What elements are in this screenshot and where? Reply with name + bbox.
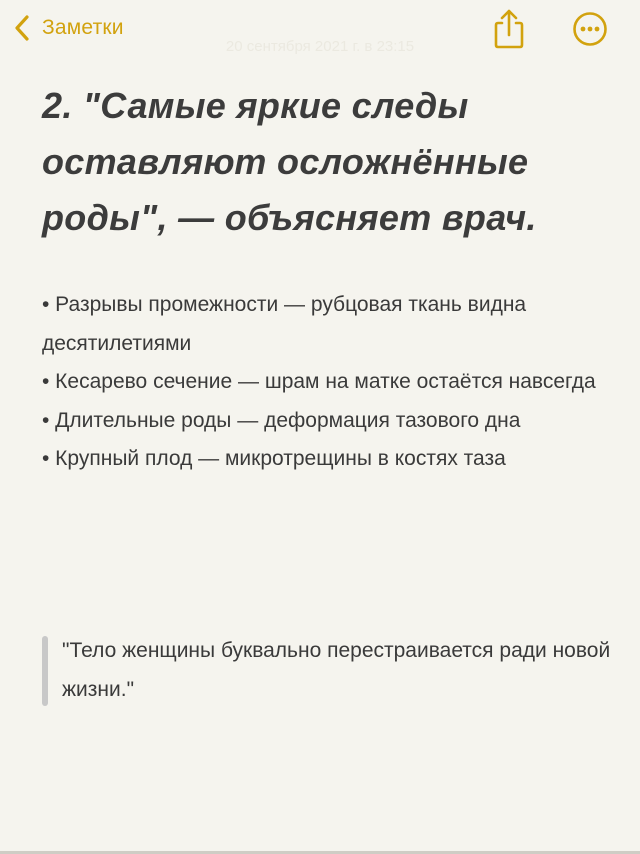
quote-text: "Тело женщины буквально перестраивается ради новой жизни." (62, 639, 611, 701)
edited-timestamp: 20 сентября 2021 г. в 23:15 (225, 38, 415, 55)
list-item: • Длительные роды — деформация тазового дна (42, 408, 521, 432)
share-button[interactable] (490, 8, 528, 50)
quote-bar (42, 636, 48, 706)
ellipsis-circle-icon (572, 11, 608, 47)
list-item: • Крупный плод — микротрещины в костях таза (42, 447, 506, 470)
back-button-label: Заметки (42, 16, 124, 39)
navigation-bar (0, 0, 640, 56)
note-heading[interactable]: 2. "Самые яркие следы оставляют осложнённые роды", — объясняет врач. (42, 85, 537, 238)
bullet-list[interactable] (42, 286, 612, 479)
list-item: • Кесарево сечение — шрам на матке остаётся навсегда (42, 370, 596, 393)
share-icon (490, 8, 528, 50)
list-item: • Разрывы промежности — рубцовая ткань видна десятилетиями (42, 293, 527, 355)
more-button[interactable] (572, 11, 608, 47)
block-quote[interactable] (42, 632, 612, 709)
